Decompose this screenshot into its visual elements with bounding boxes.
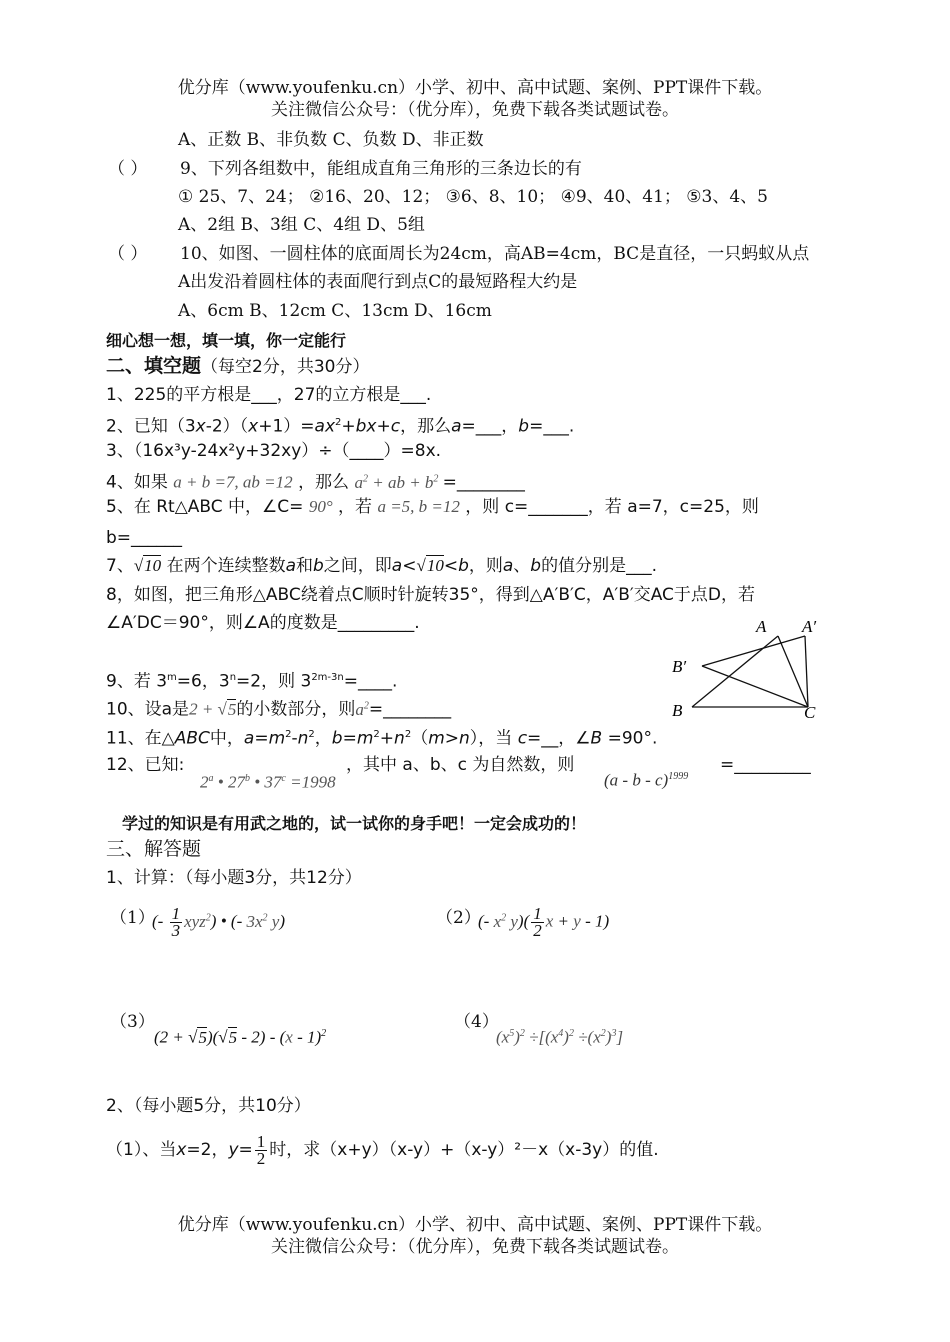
part2-title: 2、（每小题5分，共10分） bbox=[106, 1096, 311, 1116]
fill-q12-text: ，其中 a、b、c 为自然数，则 bbox=[346, 755, 575, 775]
footer-line-1: 优分库（www.youfenku.cn）小学、初中、高中试题、案例、PPT课件下载。 bbox=[177, 1215, 773, 1235]
calc-p3-expr: (2 + √5)(√5 - 2) - (x - 1)$^2$ bbox=[154, 1027, 327, 1047]
part2-q1: （1）、当x=2，y= $\frac{1}{2}$ 时，求（x+y）（x-y）+（x-y）²－x（x-3y）的值. bbox=[106, 1131, 659, 1168]
figure-edge-b1c bbox=[702, 666, 808, 707]
fill-q12: 12、已知: bbox=[106, 755, 185, 775]
fill-q3: 3、（16x³y-24x²y+32xy）÷（____）=8x. bbox=[106, 441, 442, 461]
motto-2: 学过的知识是有用武之地的，试一试你的身手吧！一定会成功的！ bbox=[122, 814, 587, 833]
figure-label-a-prime: A′ bbox=[802, 617, 817, 636]
q10-stem-cont: A出发沿着圆柱体的表面爬行到点C的最短路程大约是 bbox=[178, 272, 578, 292]
q10-options: A、6cm B、12cm C、13cm D、16cm bbox=[178, 301, 492, 321]
fill-q12-equation: 2$^a$ • 27$^b$ • $37^c =1998$ bbox=[200, 772, 336, 792]
fill-q10: 10、设a是2 + √5的小数部分，则$a^2=\_\_\_\_\_\_\_\_$ bbox=[106, 699, 452, 720]
figure-label-a: A bbox=[756, 617, 767, 636]
fill-q1: 1、225的平方根是___，27的立方根是___. bbox=[106, 385, 432, 405]
figure-edge-b1a1 bbox=[702, 636, 805, 666]
calc-p2-label: （2） bbox=[436, 908, 481, 928]
figure-edge-a1c bbox=[805, 636, 808, 707]
q9-stem: 9、下列各组数中，能组成直角三角形的三条边长的有 bbox=[180, 159, 582, 179]
footer-line-2: 关注微信公众号：（优分库），免费下载各类试题试卷。 bbox=[271, 1237, 679, 1257]
q10-answer-bracket[interactable]: （ ） bbox=[108, 244, 148, 264]
motto-1: 细心想一想，填一填，你一定能行 bbox=[106, 331, 347, 350]
fill-q8: 8，如图，把三角形△ABC绕着点C顺时针旋转35°，得到△A′B′C，A′B′交AC于点D，若 bbox=[106, 585, 756, 605]
fill-q8-cont: ∠A′DC＝90°，则∠A的度数是_________. bbox=[106, 613, 420, 633]
fill-q2: 2、已知$(3x-2)(x+1)=ax^2+bx+c$，那么a=___，b=___. bbox=[106, 416, 575, 437]
figure-label-b: B bbox=[672, 701, 683, 720]
fill-q7: 7、√10 在两个连续整数a和b之间，即a<√10<b，则a、b的值分别是___. bbox=[106, 556, 657, 576]
q10-stem: 10、如图、一圆柱体的底面周长为24cm，高AB=4cm，BC是直径，一只蚂蚁从点 bbox=[180, 244, 810, 264]
figure-edge-ba bbox=[692, 636, 778, 707]
fill-q5-cont: b=______ bbox=[106, 528, 183, 548]
section-2-heading bbox=[106, 354, 369, 379]
section-3-title: 三、解答题 bbox=[106, 838, 202, 860]
q8-options: A、正数 B、非负数 C、负数 D、非正数 bbox=[178, 130, 484, 150]
calc-p4-expr: $(x^5)^2 \div[(x^4)^2 \div(x^2)^3]$ bbox=[496, 1027, 624, 1047]
calc-p1-expr: (- $\frac{1}{3}$ xyz$^2$) • (- $3x^2$ y) bbox=[152, 904, 285, 941]
calc-p1-label: （1） bbox=[110, 908, 155, 928]
calc-p4-label: （4） bbox=[454, 1012, 499, 1032]
section-2-score: （每空2分，共30分） bbox=[201, 357, 370, 377]
q9-groups: ① 25、7、24； ②16、20、12； ③6、8、10； ④9、40、41； ⑤3、4、5 bbox=[178, 187, 768, 207]
figure-edge-ac bbox=[778, 636, 808, 707]
fill-q5: 5、在 Rt△ABC 中，∠C= 90° ，若 a =5, b =12 ，则 c=_______，若 a=7，c=25，则 bbox=[106, 497, 759, 517]
figure-label-b-prime: B′ bbox=[672, 657, 687, 676]
section-2-title: 二、填空题 bbox=[106, 355, 202, 377]
fill-q9: 9、若 $3^m=6$，$3^n=2$，则 $3^{2m-3n}=\_\_\_\_$. bbox=[106, 671, 398, 692]
q9-answer-bracket[interactable]: （ ） bbox=[108, 159, 148, 179]
fill-q12-expression: (a - b - c)$^{1999}$ bbox=[604, 770, 689, 790]
fill-q4: 4、如果 a + b =7, ab =12 ，那么 $a^2$ + ab + $b^2$ =________ bbox=[106, 472, 525, 493]
q9-options: A、2组 B、3组 C、4组 D、5组 bbox=[178, 215, 425, 235]
header-line-2: 关注微信公众号：（优分库），免费下载各类试题试卷。 bbox=[271, 100, 679, 120]
fill-q12-blank: =_________ bbox=[720, 755, 811, 775]
calc-p3-label: （3） bbox=[110, 1012, 155, 1032]
fill-q11: 11、在△ABC中，$a=m^2-n^2$，$b=m^2+n^2(m>n)$，当 c=__，∠B =90°. bbox=[106, 728, 658, 749]
calc-title: 1、计算：（每小题3分，共12分） bbox=[106, 868, 362, 888]
calc-p2-expr: (- $x^2$ y)( $\frac{1}{2}$ x + y - 1) bbox=[478, 904, 610, 941]
rotation-figure bbox=[660, 610, 840, 725]
header-line-1: 优分库（www.youfenku.cn）小学、初中、高中试题、案例、PPT课件下载。 bbox=[177, 78, 773, 98]
figure-label-c: C bbox=[804, 703, 816, 722]
